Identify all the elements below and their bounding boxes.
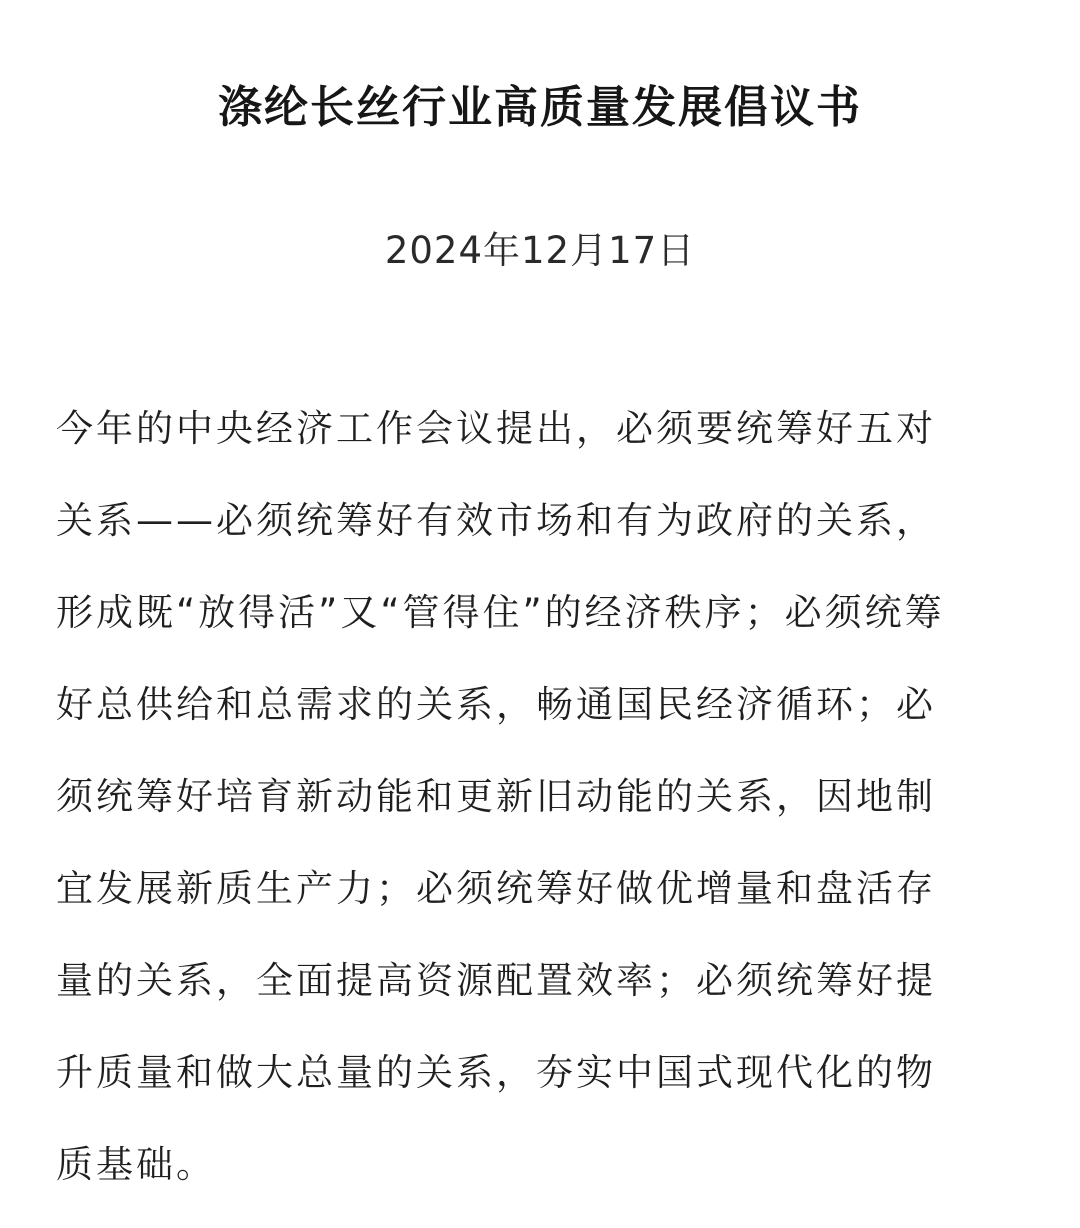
paragraph-line: 形成既“放得活”又“管得住”的经济秩序；必须统筹: [56, 591, 945, 634]
paragraph-line: 宜发展新质生产力；必须统筹好做优增量和盘活存: [56, 867, 936, 910]
paragraph-line: 质基础。: [56, 1143, 216, 1186]
document-date: 2024年12月17日: [384, 229, 696, 272]
paragraph-line: 升质量和做大总量的关系，夯实中国式现代化的物: [56, 1051, 936, 1094]
document-title: 涤纶长丝行业高质量发展倡议书: [218, 82, 862, 133]
paragraph-line: 好总供给和总需求的关系，畅通国民经济循环；必: [56, 683, 936, 726]
paragraph-line: 今年的中央经济工作会议提出，必须要统筹好五对: [56, 407, 936, 450]
paragraph-line: 量的关系，全面提高资源配置效率；必须统筹好提: [56, 959, 936, 1002]
paragraph-line: 须统筹好培育新动能和更新旧动能的关系，因地制: [56, 775, 936, 818]
body-paragraph: [56, 400, 1028, 1228]
paragraph-line: 关系——必须统筹好有效市场和有为政府的关系，: [56, 499, 936, 542]
